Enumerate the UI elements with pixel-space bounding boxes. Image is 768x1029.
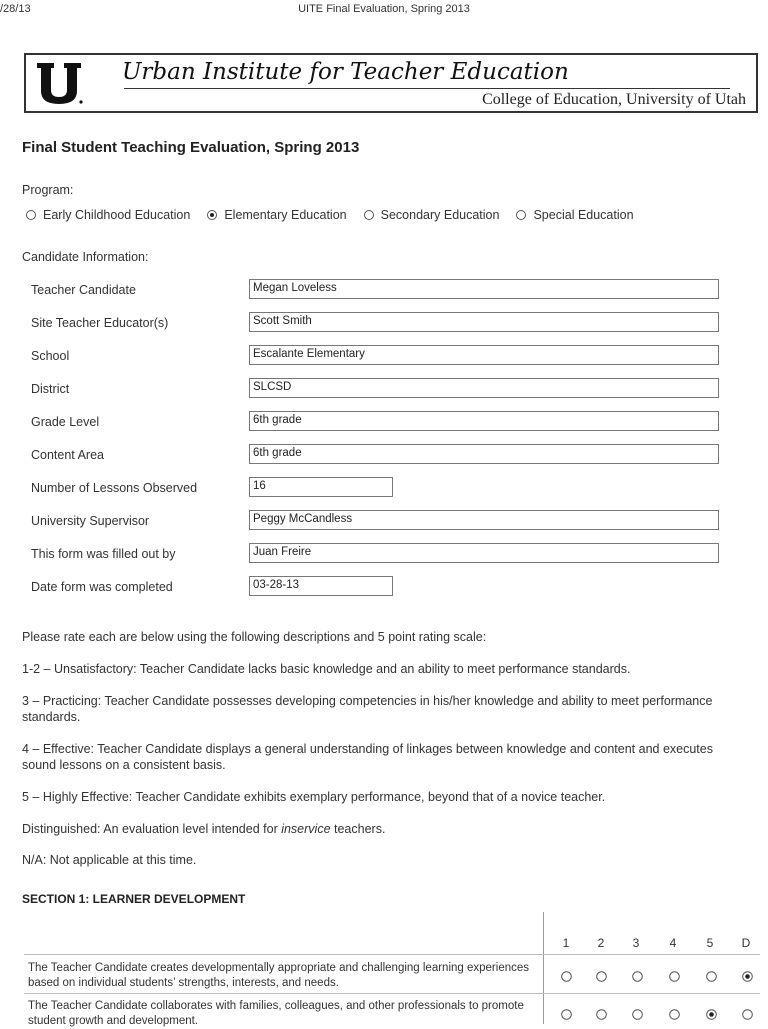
lessons-observed-field[interactable]: 16 bbox=[249, 477, 393, 497]
grade-level-field[interactable]: 6th grade bbox=[249, 411, 719, 431]
section-1-heading: SECTION 1: LEARNER DEVELOPMENT bbox=[22, 892, 246, 906]
rating-radio[interactable] bbox=[669, 971, 680, 982]
institute-name: Urban Institute for Teacher Education bbox=[122, 59, 569, 85]
rating-radio[interactable] bbox=[632, 971, 643, 982]
column-header-d: D bbox=[741, 936, 751, 950]
program-option-label: Special Education bbox=[533, 208, 634, 222]
rating-radio[interactable] bbox=[596, 1009, 607, 1020]
candidate-info-label: Candidate Information: bbox=[22, 250, 149, 264]
radio-button[interactable] bbox=[26, 210, 36, 220]
rating-instructions: Please rate each are below using the following descriptions and 5 point rating scale: bbox=[22, 630, 487, 644]
content-area-field[interactable]: 6th grade bbox=[249, 444, 719, 464]
program-option-label: Secondary Education bbox=[380, 208, 500, 222]
date-completed-label: Date form was completed bbox=[31, 580, 173, 594]
university-u-logo bbox=[34, 60, 84, 106]
university-supervisor-label: University Supervisor bbox=[31, 514, 150, 528]
distinguished-emphasis: inservice bbox=[281, 822, 331, 836]
rating-radio[interactable] bbox=[561, 1009, 572, 1020]
scale-highly-effective: 5 – Highly Effective: Teacher Candidate exhibits exemplary performance, beyond that of a novice teacher. bbox=[22, 790, 606, 804]
content-area-label: Content Area bbox=[31, 448, 104, 462]
site-teacher-educator-label: Site Teacher Educator(s) bbox=[31, 316, 169, 330]
program-radio-group bbox=[26, 208, 651, 222]
rating-radio[interactable] bbox=[561, 971, 572, 982]
program-option-elementary[interactable] bbox=[207, 208, 346, 222]
scale-unsatisfactory: 1-2 – Unsatisfactory: Teacher Candidate lacks basic knowledge and an ability to meet performance standards. bbox=[22, 662, 631, 676]
teacher-candidate-field[interactable]: Megan Loveless bbox=[249, 279, 719, 299]
district-field[interactable]: SLCSD bbox=[249, 378, 719, 398]
print-date: /28/13 bbox=[0, 3, 31, 15]
radio-button[interactable] bbox=[364, 210, 374, 220]
lessons-observed-label: Number of Lessons Observed bbox=[31, 481, 198, 495]
teacher-candidate-label: Teacher Candidate bbox=[31, 283, 136, 297]
program-label: Program: bbox=[22, 183, 74, 197]
learner-development-item-1: The Teacher Candidate creates developmentally appropriate and challenging learning experiences based on individual students’ strengths, interests, and needs. bbox=[28, 962, 530, 989]
rating-radio[interactable] bbox=[596, 971, 607, 982]
print-page-title: UITE Final Evaluation, Spring 2013 bbox=[298, 3, 470, 15]
distinguished-text: Distinguished: An evaluation level intended for bbox=[22, 822, 282, 836]
institute-banner bbox=[24, 53, 758, 113]
scale-practicing: 3 – Practicing: Teacher Candidate possesses developing competencies in his/her knowledge and ability to meet performance standards. bbox=[22, 694, 713, 724]
scale-effective: 4 – Effective: Teacher Candidate displays a general understanding of linkages between knowledge and content and executes sound lessons on a consistent basis. bbox=[22, 742, 713, 772]
form-title: Final Student Teaching Evaluation, Spring 2013 bbox=[22, 139, 360, 156]
rating-radio[interactable] bbox=[632, 1009, 643, 1020]
program-option-special[interactable] bbox=[516, 208, 633, 222]
rating-radio-selected[interactable] bbox=[742, 971, 753, 982]
column-header-2: 2 bbox=[597, 936, 605, 950]
column-header-4: 4 bbox=[669, 936, 677, 950]
program-option-label: Elementary Education bbox=[224, 208, 347, 222]
date-completed-field[interactable]: 03-28-13 bbox=[249, 576, 393, 596]
row-divider bbox=[24, 954, 760, 955]
program-option-label: Early Childhood Education bbox=[43, 208, 191, 222]
college-name: College of Education, University of Utah bbox=[482, 91, 746, 108]
program-option-early-childhood[interactable] bbox=[26, 208, 190, 222]
radio-button-selected[interactable] bbox=[207, 210, 217, 220]
school-label: School bbox=[31, 349, 70, 363]
school-field[interactable]: Escalante Elementary bbox=[249, 345, 719, 365]
distinguished-text-end: teachers. bbox=[330, 822, 386, 836]
column-header-5: 5 bbox=[706, 936, 714, 950]
filled-out-by-field[interactable]: Juan Freire bbox=[249, 543, 719, 563]
rating-radio[interactable] bbox=[742, 1009, 753, 1020]
rating-radio-selected[interactable] bbox=[706, 1009, 717, 1020]
rating-radio[interactable] bbox=[706, 971, 717, 982]
grade-level-label: Grade Level bbox=[31, 415, 100, 429]
university-supervisor-field[interactable]: Peggy McCandless bbox=[249, 510, 719, 530]
site-teacher-educator-field[interactable]: Scott Smith bbox=[249, 312, 719, 332]
learner-development-item-2: The Teacher Candidate collaborates with families, colleagues, and other professionals to promote student growth and development. bbox=[28, 1000, 524, 1027]
rating-radio[interactable] bbox=[669, 1009, 680, 1020]
scale-not-applicable: N/A: Not applicable at this time. bbox=[22, 853, 197, 867]
filled-out-by-label: This form was filled out by bbox=[31, 547, 176, 561]
radio-button[interactable] bbox=[516, 210, 526, 220]
row-divider bbox=[24, 993, 760, 994]
banner-divider bbox=[124, 88, 730, 89]
column-header-3: 3 bbox=[632, 936, 640, 950]
program-option-secondary[interactable] bbox=[364, 208, 500, 222]
table-divider bbox=[543, 912, 544, 1024]
district-label: District bbox=[31, 382, 70, 396]
scale-distinguished bbox=[22, 821, 744, 837]
column-header-1: 1 bbox=[562, 936, 570, 950]
